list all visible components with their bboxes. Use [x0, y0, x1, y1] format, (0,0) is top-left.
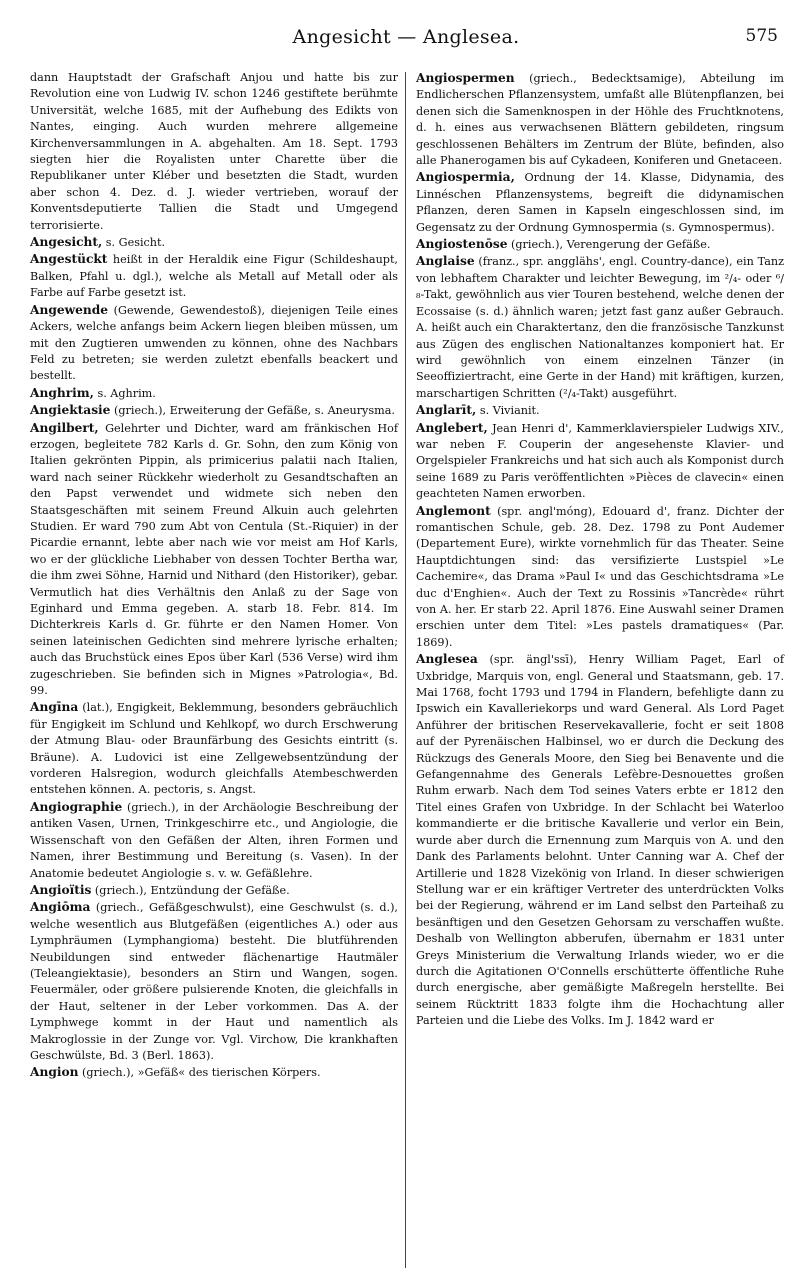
entry-headword: Angestückt	[30, 252, 108, 267]
entry-text: (griech.), »Gefäß« des tierischen Körpers.	[78, 1066, 321, 1080]
entry-text: heißt in der Heraldik eine Figur (Schildeshaupt, Balken, Pfahl u. dgl.), welche als Metall auf Metall oder als Farbe auf Farbe gesetzt ist.	[30, 253, 398, 300]
dictionary-entry	[30, 402, 398, 419]
entry-headword: Angiographie	[30, 799, 123, 814]
entry-text: Gelehrter und Dichter, ward am fränkischen Hof erzogen, begleitete 782 Karls d. Gr. Sohn, den zum König von Italien gekrönten Pippin, als primicerius palatii nach Italien, ward nach seiner Rückkehr wiederholt zu Gesandtschaften an den Papst verwendet und widmete sich neben den Staatsgeschäften mit seinem Freund Alkuin auch gelehrten Studien. Er ward 790 zum Abt von Centula (St.-Riquier) in der Picardie ernannt, lebte aber nach wie vor meist am Hof Karls, wo er der glückliche Liebhaber von dessen Tochter Bertha war, die ihm zwei Söhne, Harnid und Nithard (den Historiker), gebar. Vermutlich hat dies Verhältnis den Anlaß zu der Sage von Eginhard und Emma gegeben. A. starb 18. Febr. 814. Im Dichterkreis Karls d. Gr. führte er den Namen Homer. Von seinen lateinischen Gedichten sind mehrere lyrische erhalten; auch das Bruchstück eines Epos über Karl (536 Verse) wird ihm zugeschrieben. Sie befinden sich in Mignes »Patrologia«, Bd. 99.	[30, 421, 398, 698]
dictionary-entry	[30, 251, 398, 301]
dictionary-entry	[30, 882, 398, 899]
running-title: Angesicht — Anglesea.	[292, 26, 520, 48]
right-column	[416, 70, 784, 1030]
column-divider	[405, 72, 406, 1268]
dictionary-entry	[416, 236, 784, 253]
entry-headword: Angiospermia,	[416, 170, 515, 185]
left-column	[30, 70, 398, 1082]
entry-headword: Angewende	[30, 302, 108, 317]
entry-headword: Anglaise	[416, 254, 475, 269]
entry-text: (griech., Gefäßgeschwulst), eine Geschwulst (s. d.), welche wesentlich aus Blutgefäßen (eigentliches A.) oder aus Lymphräumen (Lymphangioma) besteht. Die blutführenden Neubildungen sind entweder flächenartige Hautmäler (Teleangiektasie), besonders an Stirn und Wangen, sogen. Feuermäler, oder größere pulsierende Knoten, die gleichfalls in der Haut, seltener in der Leber vorkommen. Das A. der Lymphwege kommt in der Haut und namentlich als Makroglossie in der Zunge vor. Vgl. Virchow, Die krankhaften Geschwülste, Bd. 3 (Berl. 1863).	[30, 901, 398, 1062]
entry-headword: Angilbert,	[30, 420, 99, 435]
dictionary-entry	[30, 70, 398, 234]
entry-headword: Anglesea	[416, 652, 478, 667]
dictionary-entry	[30, 302, 398, 385]
dictionary-entry	[30, 234, 398, 251]
dictionary-entry	[416, 402, 784, 419]
entry-text: (griech., Bedecktsamige), Abteilung im Endlicherschen Pflanzensystem, umfaßt alle Blütenpflanzen, bei denen sich die Samenknospen in der Höhle des Fruchtknotens, d. h. eines aus verwachsenen Blättern gebildeten, ringsum geschlossenen Behälters im Zentrum der Blüte, befinden, also alle Phanerogamen bis auf Cykadeen, Koniferen und Gnetaceen.	[416, 72, 784, 168]
dictionary-entry	[30, 385, 398, 402]
entry-headword: Anghrim,	[30, 385, 94, 400]
entry-headword: Anglarīt,	[416, 403, 477, 418]
entry-headword: Angesicht,	[30, 235, 103, 250]
entry-text: (spr. ängl'ssī), Henry William Paget, Earl of Uxbridge, Marquis von, engl. General und Staatsmann, geb. 17. Mai 1768, focht 1793 und 1794 in Flandern, befehligte dann zu Ipswich ein Kavalleriekorps und ward General. Als Lord Paget Anführer der britischen Reservekavallerie, focht er seit 1808 auf der Pyrenäischen Halbinsel, wo er durch die Deckung des Rückzugs des Generals Moore, den Sieg bei Benavente und die Gefangennahme des Generals Lefèbre-Desnouettes großen Ruhm erwarb. Nach dem Tod seines Vaters erbte er 1812 den Titel eines Grafen von Uxbridge. In der Schlacht bei Waterloo kommandierte er die britische Kavallerie und verlor ein Bein, wurde aber durch die Ernennung zum Marquis von A. und den Dank des Parlaments belohnt. Unter Canning war A. Chef der Artillerie und 1828 Vizekönig von Irland. In dieser schwierigen Stellung war er ein kräftiger Vertreter des unterdrückten Volks bei der Regierung, während er im Land selbst den Parteihaß zu besänftigen und den Gesetzen Gehorsam zu verschaffen wußte. Deshalb von Wellington abberufen, übernahm er 1831 unter Greys Ministerium die Verwaltung Irlands wieder, wo er die durch die Agitationen O'Connells erschütterte öffentliche Ruhe durch energische, aber gemäßigte Maßregeln herstellte. Bei seinem Rücktritt 1833 folgte ihm die Hochachtung aller Parteien und die Liebe des Volks. Im J. 1842 ward er	[416, 653, 784, 1028]
dictionary-entry	[30, 420, 398, 700]
dictionary-entry	[416, 420, 784, 503]
dictionary-entry	[416, 169, 784, 236]
entry-text: (spr. angl'móng), Edouard d', franz. Dichter der romantischen Schule, geb. 28. Dez. 1798 zu Pont Audemer (Departement Eure), wirkte vornehmlich für das Theater. Seine Hauptdichtungen sind: das versifizierte Lustspiel »Le Cachemire«, das Drama »Paul I« und das Geschichtsdrama »Le duc d'Enghien«. Auch der Text zu Rossinis »Tancrède« rührt von A. her. Er starb 22. April 1876. Eine Auswahl seiner Dramen erschien unter dem Titel: »Les pastels dramatiques« (Par. 1869).	[416, 504, 784, 649]
entry-text: Jean Henri d', Kammerklavierspieler Ludwigs XIV., war neben F. Couperin der angesehenste Klavier- und Orgelspieler Frankreichs und hat sich auch als Komponist durch seine 1689 zu Paris veröffentlichten »Pièces de clavecin« einen geachteten Namen erworben.	[416, 421, 784, 501]
page-number: 575	[745, 26, 778, 46]
entry-headword: Anglemont	[416, 503, 491, 518]
entry-text: dann Hauptstadt der Grafschaft Anjou und hatte bis zur Revolution eine von Ludwig IV. schon 1246 gestiftete berühmte Universität, welche 1685, mit der Aufhebung des Edikts von Nantes, einging. Auch wurden mehrere allgemeine Kirchenversammlungen in A. abgehalten. Am 18. Sept. 1793 siegten hier die Royalisten unter Charette über die Republikaner unter Kléber und besetzten die Stadt, wurden aber schon 4. Dez. d. J. wieder vertrieben, worauf der Konventsdeputierte Tallien die Stadt und Umgegend terrorisierte.	[30, 71, 398, 232]
entry-headword: Angīna	[30, 700, 79, 715]
page-header	[30, 26, 782, 56]
dictionary-entry	[30, 899, 398, 1064]
dictionary-entry	[416, 503, 784, 652]
entry-headword: Angion	[30, 1065, 79, 1080]
entry-text: (griech.), Erweiterung der Gefäße, s. Aneurysma.	[110, 404, 395, 418]
dictionary-entry	[30, 799, 398, 882]
entry-text: Ordnung der 14. Klasse, Didynamia, des Linnéschen Pflanzensystems, begreift die didynamischen Pflanzen, deren Samen in Kapseln eingeschlossen sind, im Gegensatz zu der Ordnung Gymnospermia (s. Gymnospermus).	[416, 171, 784, 234]
dictionary-entry	[30, 699, 398, 798]
entry-headword: Angiōma	[30, 900, 91, 915]
entry-text: s. Gesicht.	[102, 236, 166, 250]
entry-text: (griech.), Entzündung der Gefäße.	[91, 883, 290, 897]
entry-headword: Angioïtis	[30, 882, 92, 897]
entry-text: s. Vivianit.	[476, 404, 540, 418]
entry-text: (franz., spr. angglähs', engl. Country-dance), ein Tanz von lebhaftem Charakter und leichter Bewegung, im ²/₄- oder ⁶/₈-Takt, gewöhnlich aus vier Touren bestehend, welche denen der Ecossaise (s. d.) ähnlich waren; jetzt fast ganz außer Gebrauch. A. heißt auch ein Charaktertanz, den die französische Tanzkunst aus Zügen des englischen Nationaltanzes komponiert hat. Er wird gewöhnlich von einem einzelnen Tänzer (in Seeoffiziertracht, eine Gerte in der Hand) mit kräftigen, kurzen, marschartigen Schritten (²/₄-Takt) ausgeführt.	[416, 255, 784, 400]
dictionary-entry	[30, 1064, 398, 1081]
entry-headword: Angiektasie	[30, 403, 111, 418]
dictionary-entry	[416, 651, 784, 1029]
entry-text: (griech.), Verengerung der Gefäße.	[507, 238, 711, 252]
dictionary-entry	[416, 70, 784, 169]
entry-headword: Anglebert,	[416, 420, 488, 435]
entry-text: (Gewende, Gewendestoß), diejenigen Teile eines Ackers, welche anfangs beim Ackern liegen bleiben müssen, um mit den Zugtieren umwenden zu können, ohne des Nachbars Feld zu betreten; sie werden zuletzt ebenfalls beackert und bestellt.	[30, 303, 398, 383]
dictionary-entry	[416, 253, 784, 402]
entry-headword: Angiospermen	[416, 71, 515, 85]
entry-text: s. Aghrim.	[93, 386, 156, 400]
entry-text: (griech.), in der Archäologie Beschreibung der antiken Vasen, Urnen, Trinkgeschirre etc., und Angiologie, die Wissenschaft von den Gefäßen der Alten, ihren Formen und Namen, ihrer Bestimmung und Bereitung (s. Vasen). In der Anatomie bedeutet Angiologie s. v. w. Gefäßlehre.	[30, 800, 398, 880]
entry-text: (lat.), Engigkeit, Beklemmung, besonders gebräuchlich für Engigkeit im Schlund und Kehlkopf, wo durch Erschwerung der Atmung Blau- oder Braunfärbung des Gesichts eintritt (s. Bräune). A. Ludovici ist eine Zellgewebsentzündung der vorderen Halsregion, wodurch gleichfalls Atembeschwerden entstehen können. A. pectoris, s. Angst.	[30, 701, 398, 797]
entry-headword: Angiostenōse	[416, 237, 508, 252]
